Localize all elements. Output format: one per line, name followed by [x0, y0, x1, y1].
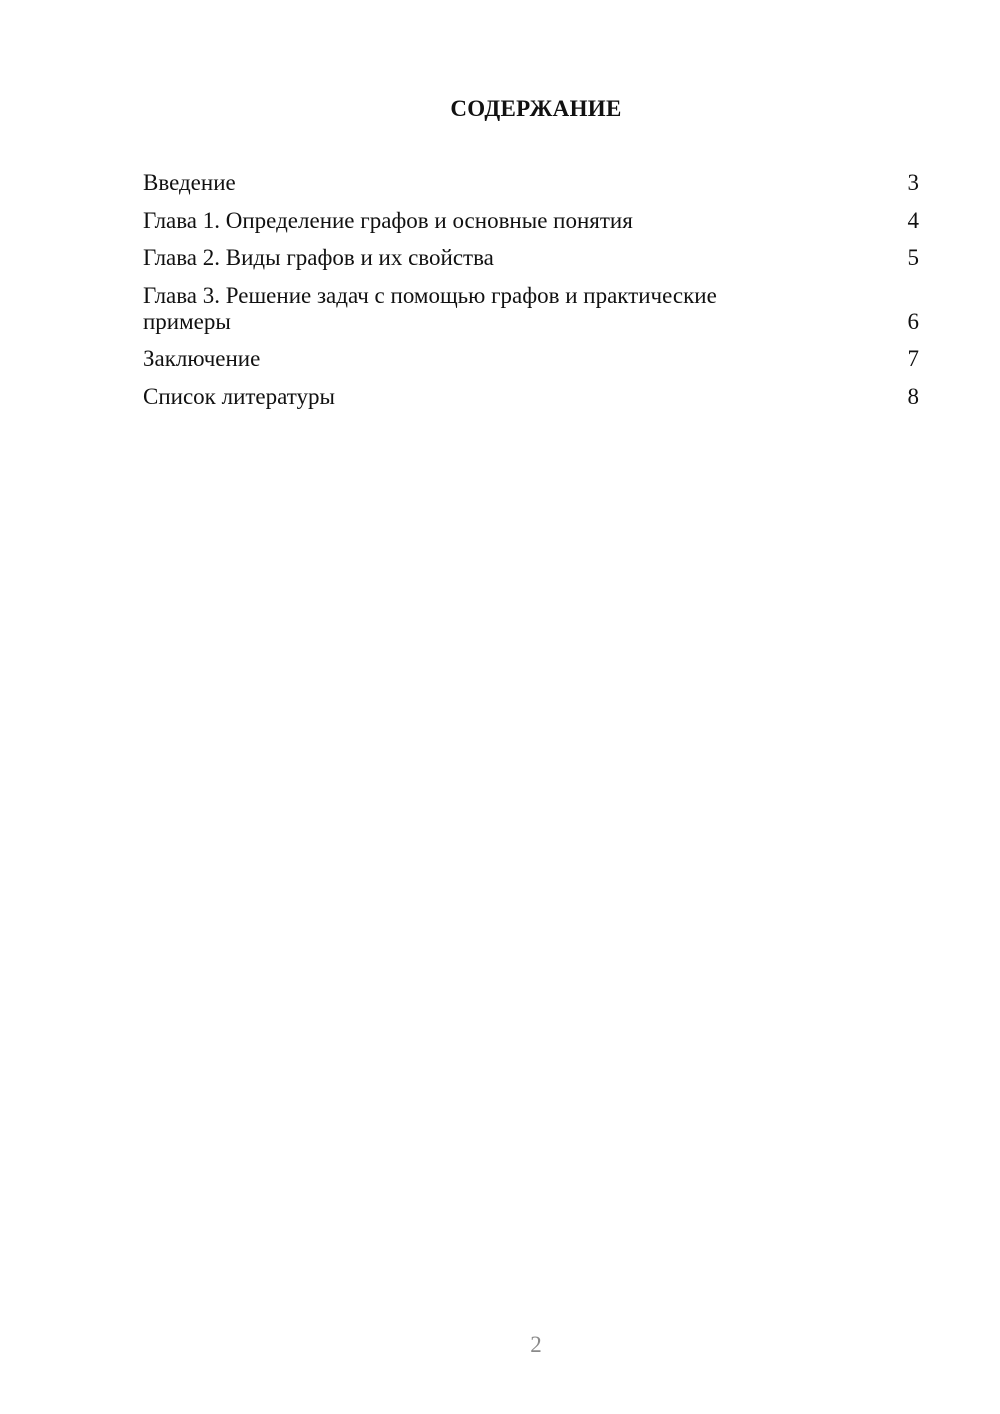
toc-entry-title: Глава 2. Виды графов и их свойства: [143, 245, 494, 270]
toc-entry-title: Глава 3. Решение задач с помощью графов и практические примеры: [143, 282, 717, 334]
toc-entry-chapter-3: [143, 283, 919, 335]
toc-entry-page: 7: [907, 346, 919, 371]
toc-entry-title: Список литературы: [143, 383, 335, 409]
table-of-contents: [143, 170, 919, 421]
toc-entry-chapter-2: [143, 245, 919, 271]
toc-entry-introduction: [143, 170, 919, 196]
toc-entry-page: 4: [907, 207, 919, 233]
toc-entry-references: [143, 384, 919, 410]
toc-heading: СОДЕРЖАНИЕ: [450, 96, 622, 121]
toc-entry-page: 6: [907, 308, 919, 334]
toc-entry-page: 5: [907, 245, 919, 270]
toc-entry-page: 8: [907, 383, 919, 409]
toc-entry-page: 3: [907, 170, 919, 195]
toc-entry-title: Глава 1. Определение графов и основные понятия: [143, 207, 633, 233]
toc-entry-title: Заключение: [143, 346, 261, 371]
toc-entry-title: Введение: [143, 170, 236, 195]
page-number: 2: [530, 1332, 542, 1357]
toc-entry-chapter-1: [143, 208, 919, 234]
toc-entry-conclusion: [143, 346, 919, 372]
